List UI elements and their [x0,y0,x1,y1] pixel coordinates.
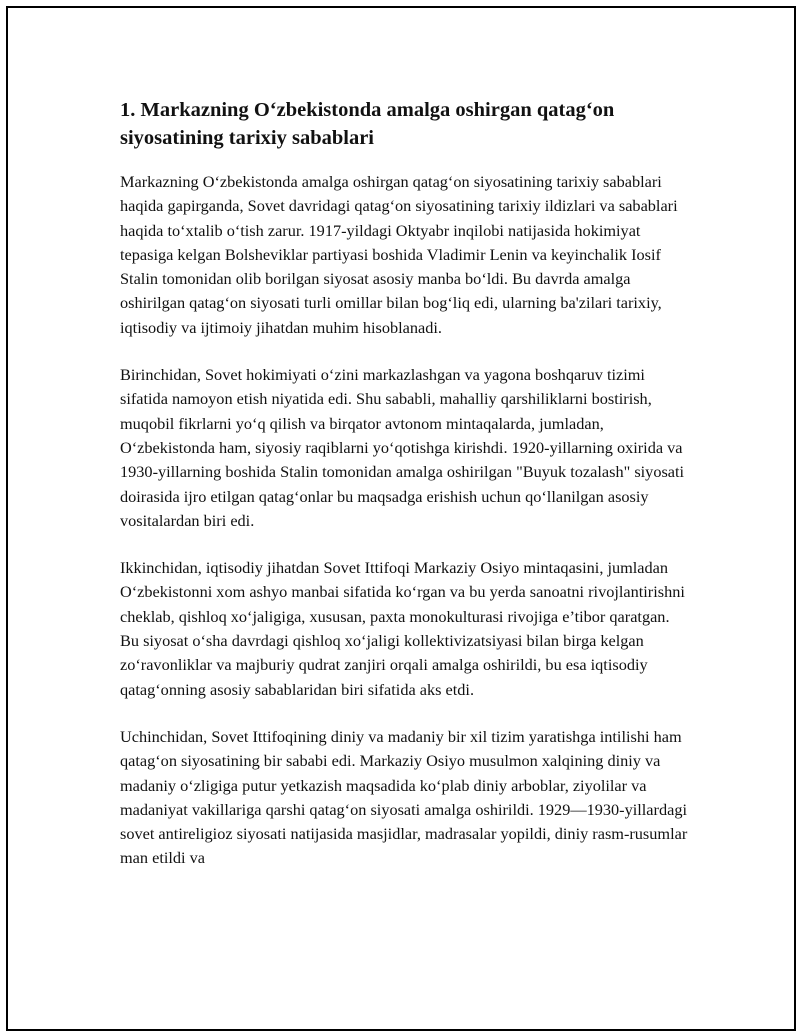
paragraph-2: Birinchidan, Sovet hokimiyati o‘zini markazlashgan va yagona boshqaruv tizimi sifatida namoyon etish niyatida edi. Shu sababli, mahalliy qarshiliklarni bostirish, muqobil fikrlarni yo‘q qilish va birqator avtonom mintaqalarda, jumladan, O‘zbekistonda ham, siyosiy raqiblarni yo‘qotishga kirishdi. 1920-yillarning oxirida va 1930-yillarning boshida Stalin tomonidan amalga oshirilgan "Buyuk tozalash" siyosati doirasida ijro etilgan qatag‘onlar bu maqsadga erishish uchun qo‘llanilgan asosiy vositalardan biri edi. [120,365,685,530]
section-heading: 1. Markazning O‘zbekistonda amalga oshirgan qatag‘on siyosatining tarixiy sabablari [120,99,615,149]
paragraph-4: Uchinchidan, Sovet Ittifoqining diniy va madaniy bir xil tizim yaratishga intilishi ham qatag‘on siyosatining bir sababi edi. Markaziy Osiyo musulmon xalqining diniy va madaniy o‘zligiga putur yetkazish maqsadida ko‘plab diniy arboblar, ziyolilar va madaniyat vakillariga qarshi qatag‘on siyosati amalga oshirildi. 1929—1930-yillardagi sovet antireligioz siyosati natijasida masjidlar, madrasalar yopildi, diniy rasm-rusumlar man etildi va [120,726,688,868]
paragraph-1: Markazning O‘zbekistonda amalga oshirgan qatag‘on siyosatining tarixiy sabablari haqida gapirganda, Sovet davridagi qatag‘on siyosatining tarixiy ildizlari va sabablari haqida to‘xtalib o‘tish zarur. 1917-yildagi Oktyabr inqilobi natijasida hokimiyat tepasiga kelgan Bolsheviklar partiyasi boshida Vladimir Lenin va keyinchalik Iosif Stalin tomonidan olib borilgan siyosat asosiy manba bo‘ldi. Bu davrda amalga oshirilgan qatag‘on siyosati turli omillar bilan bog‘liq edi, ularning ba'zilari tarixiy, iqtisodiy va ijtimoiy jihatdan muhim hisoblanadi. [120,172,678,337]
document-body [120,96,688,894]
paragraph-3: Ikkinchidan, iqtisodiy jihatdan Sovet Ittifoqi Markaziy Osiyo mintaqasini, jumladan O‘zbekistonni xom ashyo manbai sifatida ko‘rgan va bu yerda sanoatni rivojlantirishni cheklab, qishloq xo‘jaligiga, xususan, paxta monokulturasi rivojiga e’tibor qaratgan. Bu siyosat o‘sha davrdagi qishloq xo‘jaligi kollektivizatsiyasi bilan birga kelgan zo‘ravonliklar va majburiy qudrat zanjiri orqali amalga oshirildi, bu esa iqtisodiy qatag‘onning asosiy sabablaridan biri sifatida aks etdi. [120,558,685,699]
page-frame [6,6,796,1031]
